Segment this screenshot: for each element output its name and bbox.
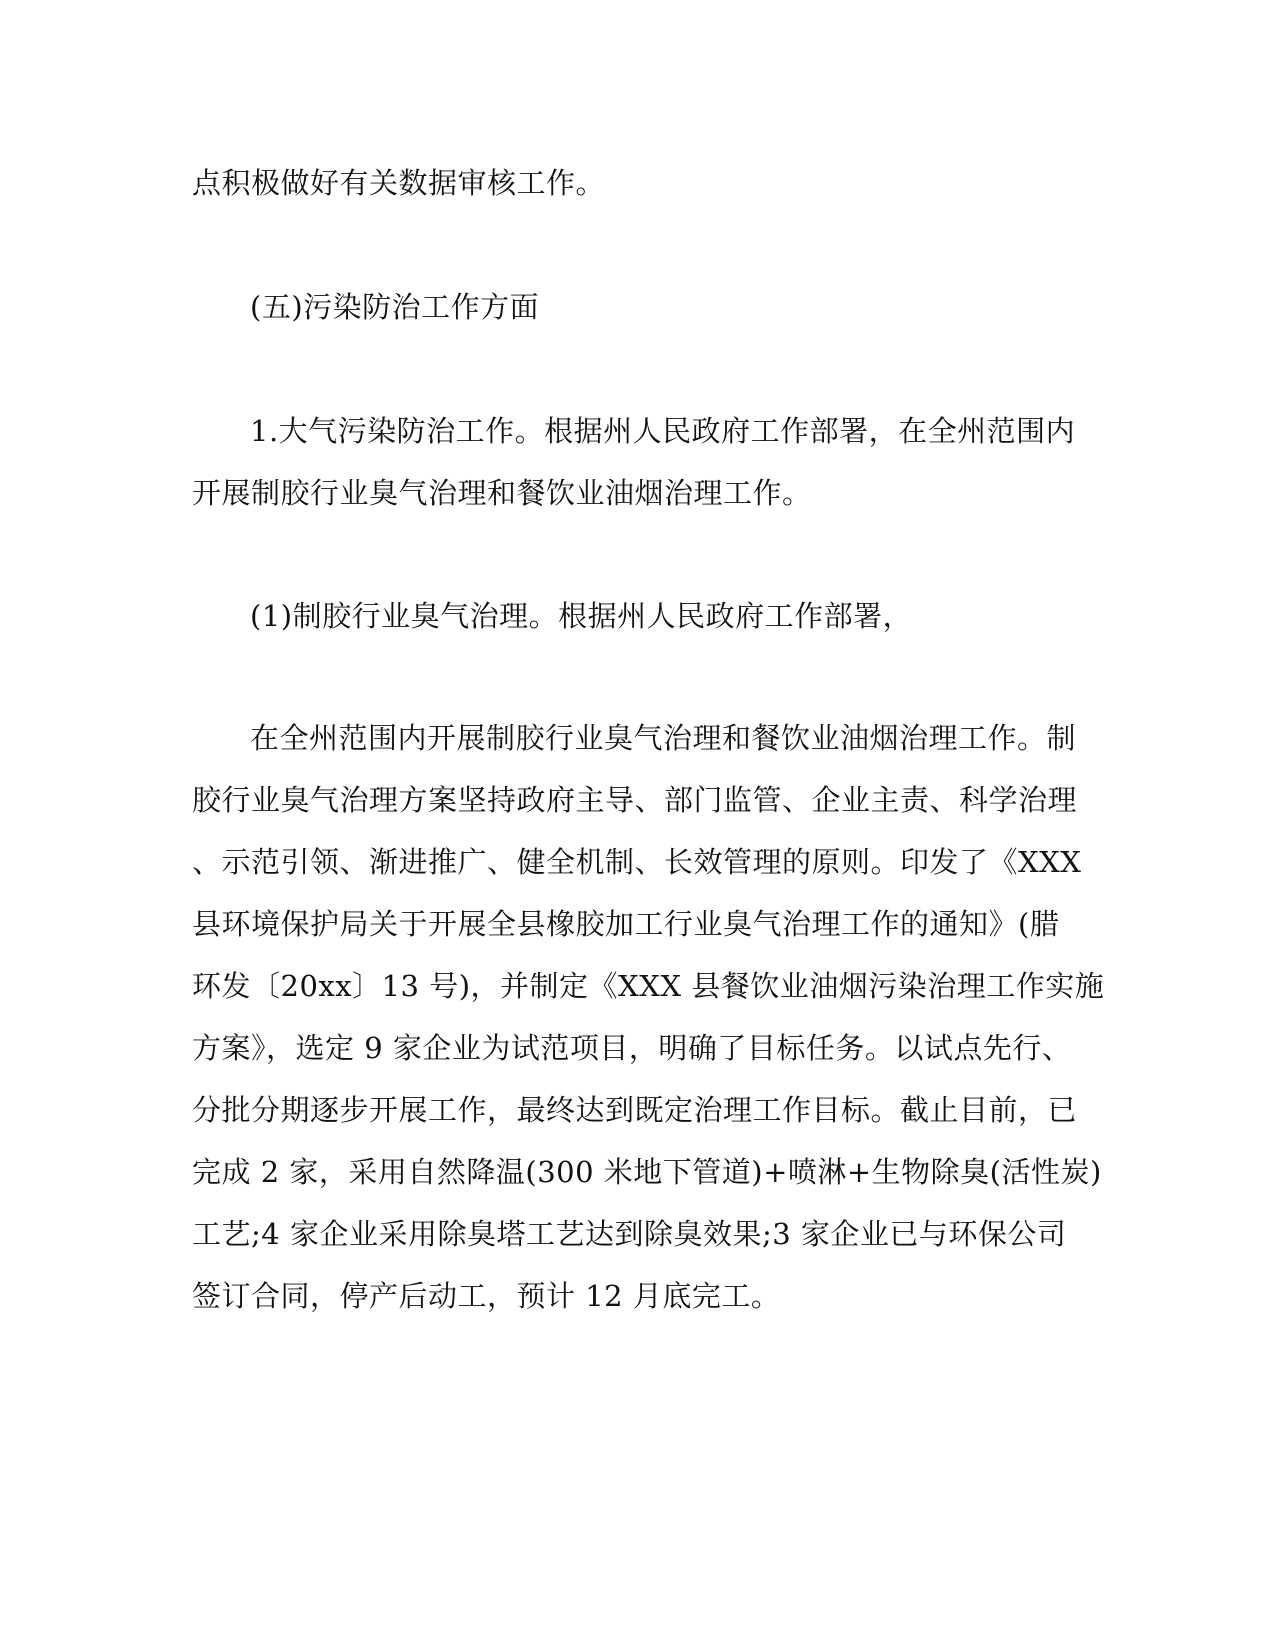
paragraph-line: 方案》，选定 9 家企业为试范项目，明确了目标任务。以试点先行、	[192, 1031, 1072, 1065]
paragraph-line: 胶行业臭气治理方案坚持政府主导、部门监管、企业主责、科学治理	[192, 783, 1078, 817]
paragraph-line: 县环境保护局关于开展全县橡胶加工行业臭气治理工作的通知》(腊	[192, 907, 1060, 941]
paragraph-line: 分批分期逐步开展工作，最终达到既定治理工作目标。截止目前，已	[192, 1093, 1078, 1127]
paragraph-line: 环发〔20xx〕13 号)，并制定《XXX 县餐饮业油烟污染治理工作实施	[192, 969, 1105, 1003]
subsection-heading: (1)制胶行业臭气治理。根据州人民政府工作部署，	[250, 599, 913, 633]
paragraph-line: 在全州范围内开展制胶行业臭气治理和餐饮业油烟治理工作。制	[250, 721, 1077, 755]
paragraph-line: 签订合同，停产后动工，预计 12 月底完工。	[192, 1279, 781, 1313]
paragraph-line: 1.大气污染防治工作。根据州人民政府工作部署，在全州范围内	[250, 414, 1076, 448]
paragraph-line: 完成 2 家，采用自然降温(300 米地下管道)+喷淋+生物除臭(活性炭)	[192, 1155, 1102, 1189]
section-heading: (五)污染防治工作方面	[250, 290, 540, 324]
paragraph-continuation-line: 点积极做好有关数据审核工作。	[192, 166, 606, 200]
paragraph-line: 工艺;4 家企业采用除臭塔工艺达到除臭效果;3 家企业已与环保公司	[192, 1217, 1067, 1251]
paragraph-line: 开展制胶行业臭气治理和餐饮业油烟治理工作。	[192, 476, 812, 510]
paragraph-line: 、示范引领、渐进推广、健全机制、长效管理的原则。印发了《XXX	[192, 845, 1082, 879]
